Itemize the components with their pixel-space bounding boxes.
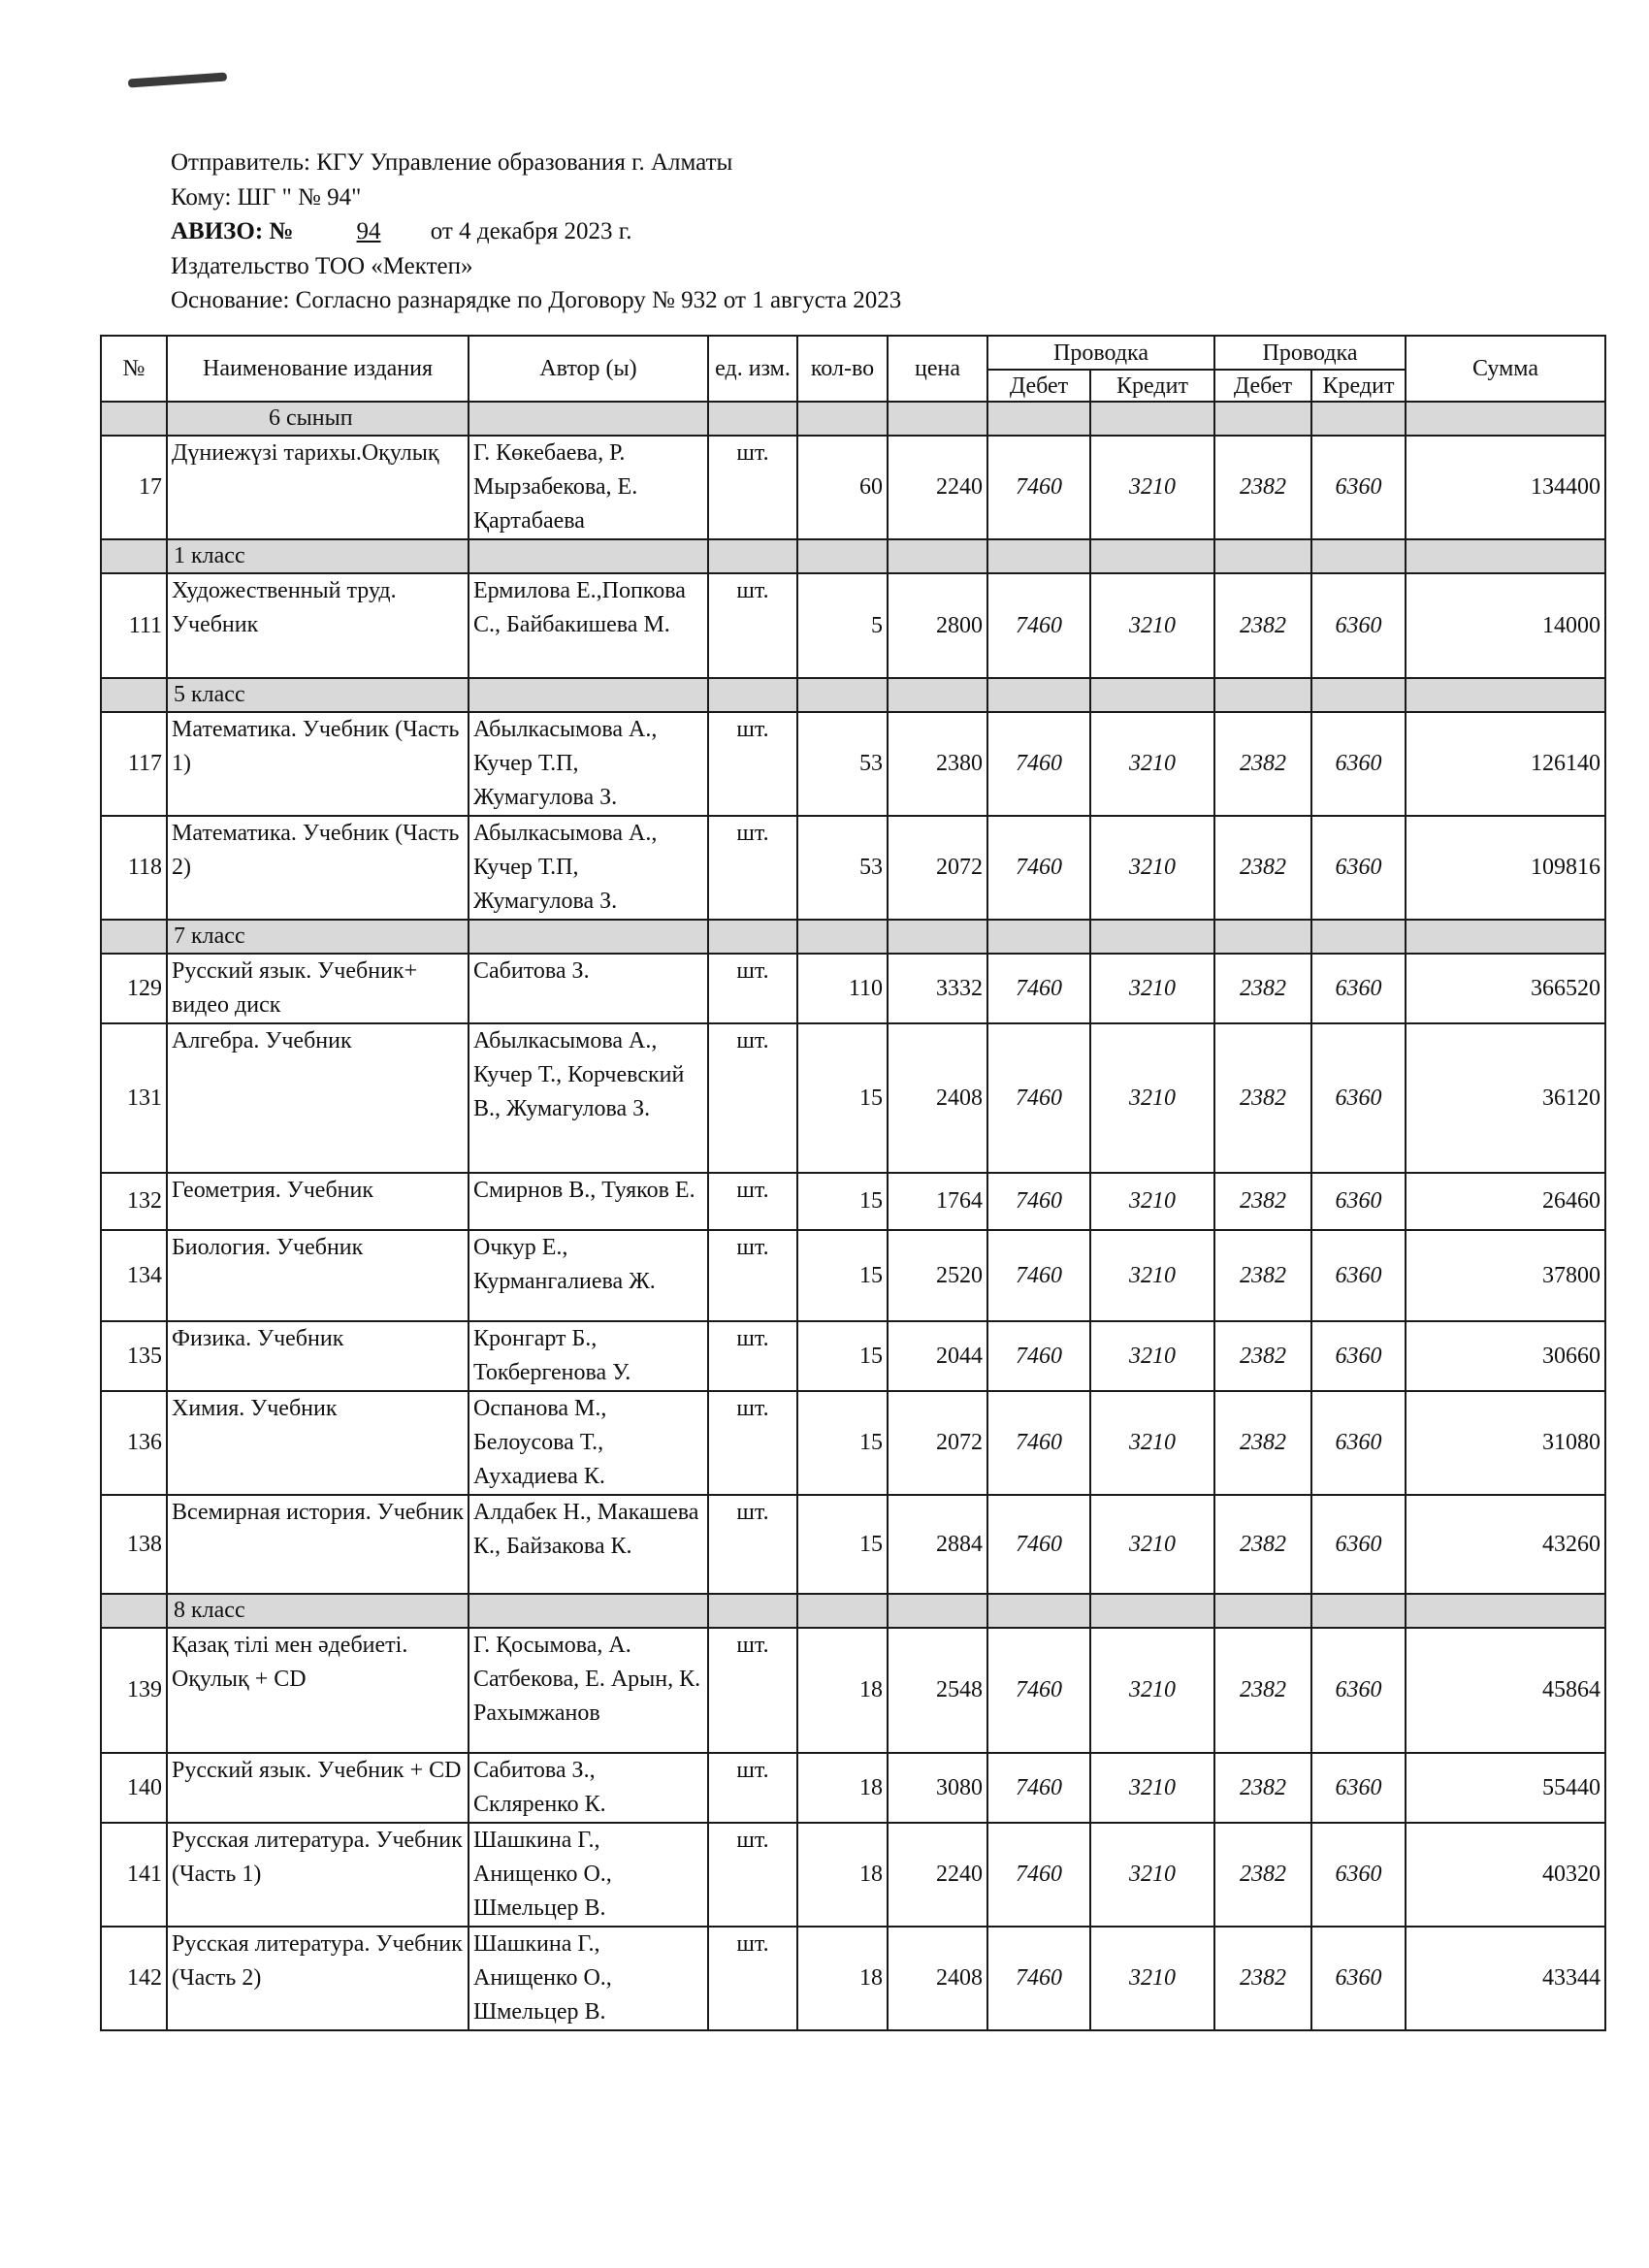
row-number: 135 <box>101 1321 167 1391</box>
posting-2-credit: 6360 <box>1311 1495 1406 1594</box>
posting-2-credit: 6360 <box>1311 1628 1406 1753</box>
posting-2-credit: 6360 <box>1311 1230 1406 1321</box>
unit-price: 2240 <box>888 1823 987 1927</box>
col-header-qty: кол-во <box>797 336 888 402</box>
row-sum: 45864 <box>1406 1628 1605 1753</box>
posting-1-credit: 3210 <box>1090 436 1214 539</box>
basis-value: Согласно разнарядке по Договору № 932 от 1 августа 2023 <box>295 287 902 313</box>
posting-2-debit: 2382 <box>1214 1495 1311 1594</box>
posting-2-credit: 6360 <box>1311 573 1406 678</box>
row-sum: 40320 <box>1406 1823 1605 1927</box>
edition-name: Химия. Учебник <box>167 1391 469 1495</box>
posting-1-credit: 3210 <box>1090 712 1214 816</box>
edition-authors: Шашкина Г., Анищенко О., Шмельцер В. <box>469 1823 708 1927</box>
section-empty-cell <box>1311 402 1406 436</box>
posting-1-debit: 7460 <box>987 1023 1090 1173</box>
section-empty-cell <box>987 920 1090 954</box>
section-empty-cell <box>1406 1594 1605 1628</box>
posting-1-debit: 7460 <box>987 816 1090 920</box>
aviso-table <box>100 335 1606 2031</box>
sender-label: Отправитель: <box>171 149 310 176</box>
row-number: 117 <box>101 712 167 816</box>
posting-2-debit: 2382 <box>1214 712 1311 816</box>
unit-of-measure: шт. <box>708 1230 797 1321</box>
row-sum: 55440 <box>1406 1753 1605 1823</box>
quantity: 53 <box>797 816 888 920</box>
posting-1-credit: 3210 <box>1090 1391 1214 1495</box>
section-empty-cell <box>1311 539 1406 573</box>
section-empty-cell <box>1090 1594 1214 1628</box>
section-empty-cell <box>987 1594 1090 1628</box>
section-empty-cell <box>1406 539 1605 573</box>
publisher-value: ТОО «Мектеп» <box>314 252 473 279</box>
unit-price: 2072 <box>888 1391 987 1495</box>
table-row <box>101 1628 1605 1753</box>
unit-of-measure: шт. <box>708 1495 797 1594</box>
section-empty-cell <box>797 539 888 573</box>
posting-1-credit: 3210 <box>1090 1753 1214 1823</box>
edition-authors: Абылкасымова А., Кучер Т., Корчевский В., Жумагулова З. <box>469 1023 708 1173</box>
col-header-credit-2: Кредит <box>1311 370 1406 402</box>
row-sum: 43344 <box>1406 1927 1605 2030</box>
unit-of-measure: шт. <box>708 712 797 816</box>
section-empty-cell <box>708 539 797 573</box>
edition-authors: Кронгарт Б., Токбергенова У. <box>469 1321 708 1391</box>
section-empty-cell <box>1214 1594 1311 1628</box>
table-row <box>101 1230 1605 1321</box>
section-empty-cell <box>888 402 987 436</box>
section-empty-cell <box>1311 1594 1406 1628</box>
posting-2-debit: 2382 <box>1214 1927 1311 2030</box>
section-empty-cell <box>1406 920 1605 954</box>
section-empty-cell <box>708 1594 797 1628</box>
edition-authors: Г. Қосымова, А. Сатбекова, Е. Арын, К. Рахымжанов <box>469 1628 708 1753</box>
unit-of-measure: шт. <box>708 573 797 678</box>
unit-of-measure: шт. <box>708 1823 797 1927</box>
edition-authors: Шашкина Г., Анищенко О., Шмельцер В. <box>469 1927 708 2030</box>
posting-2-debit: 2382 <box>1214 573 1311 678</box>
edition-name: Биология. Учебник <box>167 1230 469 1321</box>
row-sum: 126140 <box>1406 712 1605 816</box>
section-row <box>101 1594 1605 1628</box>
posting-1-credit: 3210 <box>1090 573 1214 678</box>
row-sum: 26460 <box>1406 1173 1605 1230</box>
posting-2-debit: 2382 <box>1214 1391 1311 1495</box>
posting-1-debit: 7460 <box>987 954 1090 1023</box>
section-spacer <box>101 402 167 436</box>
section-empty-cell <box>1090 539 1214 573</box>
section-empty-cell <box>708 920 797 954</box>
posting-1-debit: 7460 <box>987 1495 1090 1594</box>
posting-1-debit: 7460 <box>987 1321 1090 1391</box>
sender-line <box>171 146 901 180</box>
section-spacer <box>101 678 167 712</box>
row-number: 131 <box>101 1023 167 1173</box>
unit-price: 1764 <box>888 1173 987 1230</box>
section-empty-cell <box>1214 678 1311 712</box>
table-row <box>101 816 1605 920</box>
unit-of-measure: шт. <box>708 436 797 539</box>
edition-authors: Очкур Е., Курмангалиева Ж. <box>469 1230 708 1321</box>
posting-2-debit: 2382 <box>1214 1230 1311 1321</box>
edition-authors: Ермилова Е.,Попкова С., Байбакишева М. <box>469 573 708 678</box>
col-header-author: Автор (ы) <box>469 336 708 402</box>
unit-price: 2408 <box>888 1927 987 2030</box>
posting-1-debit: 7460 <box>987 573 1090 678</box>
edition-name: Қазақ тілі мен әдебиеті. Оқулық + CD <box>167 1628 469 1753</box>
row-number: 136 <box>101 1391 167 1495</box>
edition-name: Русский язык. Учебник + CD <box>167 1753 469 1823</box>
unit-price: 2548 <box>888 1628 987 1753</box>
section-title: 1 класс <box>167 539 469 573</box>
table-row <box>101 954 1605 1023</box>
posting-1-credit: 3210 <box>1090 1023 1214 1173</box>
quantity: 15 <box>797 1321 888 1391</box>
row-sum: 31080 <box>1406 1391 1605 1495</box>
recipient-label: Кому: <box>171 183 232 211</box>
posting-1-debit: 7460 <box>987 1823 1090 1927</box>
section-empty-cell <box>469 678 708 712</box>
section-row <box>101 920 1605 954</box>
row-number: 142 <box>101 1927 167 2030</box>
section-row <box>101 402 1605 436</box>
document-header <box>171 146 901 318</box>
aviso-line <box>171 214 901 249</box>
posting-2-debit: 2382 <box>1214 1823 1311 1927</box>
posting-1-debit: 7460 <box>987 436 1090 539</box>
row-number: 139 <box>101 1628 167 1753</box>
row-sum: 37800 <box>1406 1230 1605 1321</box>
section-spacer <box>101 920 167 954</box>
col-header-posting-1: Проводка <box>987 336 1214 370</box>
unit-price: 2240 <box>888 436 987 539</box>
unit-of-measure: шт. <box>708 1927 797 2030</box>
edition-name: Алгебра. Учебник <box>167 1023 469 1173</box>
posting-1-debit: 7460 <box>987 1230 1090 1321</box>
table-row <box>101 1173 1605 1230</box>
col-header-debit-2: Дебет <box>1214 370 1311 402</box>
posting-2-debit: 2382 <box>1214 1173 1311 1230</box>
section-empty-cell <box>708 678 797 712</box>
table-row <box>101 436 1605 539</box>
sender-value: КГУ Управление образования г. Алматы <box>316 149 733 176</box>
table-row <box>101 1823 1605 1927</box>
col-header-unit: ед. изм. <box>708 336 797 402</box>
row-number: 138 <box>101 1495 167 1594</box>
edition-name: Дүниежүзі тарихы.Оқулық <box>167 436 469 539</box>
edition-authors: Оспанова М., Белоусова Т., Аухадиева К. <box>469 1391 708 1495</box>
section-empty-cell <box>797 678 888 712</box>
section-empty-cell <box>888 920 987 954</box>
unit-of-measure: шт. <box>708 1753 797 1823</box>
aviso-date: от 4 декабря 2023 г. <box>430 218 632 244</box>
table-row <box>101 573 1605 678</box>
section-empty-cell <box>708 402 797 436</box>
table-body <box>101 402 1605 2030</box>
unit-of-measure: шт. <box>708 954 797 1023</box>
edition-name: Математика. Учебник (Часть 1) <box>167 712 469 816</box>
recipient-line <box>171 180 901 215</box>
section-empty-cell <box>1090 678 1214 712</box>
quantity: 15 <box>797 1391 888 1495</box>
quantity: 60 <box>797 436 888 539</box>
section-title: 5 класс <box>167 678 469 712</box>
section-spacer <box>101 1594 167 1628</box>
edition-authors: Смирнов В., Туяков Е. <box>469 1173 708 1230</box>
unit-of-measure: шт. <box>708 1321 797 1391</box>
section-spacer <box>101 539 167 573</box>
scan-pen-mark <box>128 72 227 87</box>
unit-price: 2408 <box>888 1023 987 1173</box>
section-empty-cell <box>1406 402 1605 436</box>
unit-price: 3080 <box>888 1753 987 1823</box>
section-empty-cell <box>1406 678 1605 712</box>
col-header-name: Наименование издания <box>167 336 469 402</box>
section-empty-cell <box>797 920 888 954</box>
posting-2-debit: 2382 <box>1214 1321 1311 1391</box>
section-empty-cell <box>469 1594 708 1628</box>
section-empty-cell <box>797 1594 888 1628</box>
aviso-label: АВИЗО: № <box>171 218 294 244</box>
quantity: 18 <box>797 1628 888 1753</box>
aviso-number: 94 <box>356 218 381 244</box>
edition-authors: Абылкасымова А., Кучер Т.П, Жумагулова З. <box>469 712 708 816</box>
row-number: 129 <box>101 954 167 1023</box>
basis-label: Основание: <box>171 287 290 313</box>
table-row <box>101 1495 1605 1594</box>
section-empty-cell <box>987 402 1090 436</box>
row-number: 134 <box>101 1230 167 1321</box>
section-empty-cell <box>987 678 1090 712</box>
posting-2-debit: 2382 <box>1214 1023 1311 1173</box>
quantity: 15 <box>797 1173 888 1230</box>
posting-1-credit: 3210 <box>1090 816 1214 920</box>
table-row <box>101 712 1605 816</box>
row-sum: 366520 <box>1406 954 1605 1023</box>
section-empty-cell <box>888 539 987 573</box>
section-empty-cell <box>1090 402 1214 436</box>
edition-authors: Сабитова З., Скляренко К. <box>469 1753 708 1823</box>
section-title: 8 класс <box>167 1594 469 1628</box>
posting-2-debit: 2382 <box>1214 816 1311 920</box>
row-number: 17 <box>101 436 167 539</box>
col-header-debit-1: Дебет <box>987 370 1090 402</box>
quantity: 110 <box>797 954 888 1023</box>
unit-of-measure: шт. <box>708 1628 797 1753</box>
posting-2-debit: 2382 <box>1214 954 1311 1023</box>
publisher-label: Издательство <box>171 252 309 279</box>
quantity: 18 <box>797 1823 888 1927</box>
posting-1-debit: 7460 <box>987 1173 1090 1230</box>
edition-name: Художественный труд. Учебник <box>167 573 469 678</box>
posting-1-credit: 3210 <box>1090 1628 1214 1753</box>
posting-2-credit: 6360 <box>1311 436 1406 539</box>
posting-2-credit: 6360 <box>1311 1927 1406 2030</box>
unit-of-measure: шт. <box>708 1173 797 1230</box>
section-empty-cell <box>469 920 708 954</box>
section-empty-cell <box>469 539 708 573</box>
row-sum: 36120 <box>1406 1023 1605 1173</box>
edition-name: Русская литература. Учебник (Часть 1) <box>167 1823 469 1927</box>
unit-price: 3332 <box>888 954 987 1023</box>
section-empty-cell <box>1311 920 1406 954</box>
quantity: 53 <box>797 712 888 816</box>
row-sum: 109816 <box>1406 816 1605 920</box>
unit-of-measure: шт. <box>708 1391 797 1495</box>
table-row <box>101 1023 1605 1173</box>
row-sum: 30660 <box>1406 1321 1605 1391</box>
edition-authors: Г. Көкебаева, Р. Мырзабекова, Е. Қартабаева <box>469 436 708 539</box>
unit-of-measure: шт. <box>708 816 797 920</box>
edition-authors: Сабитова З. <box>469 954 708 1023</box>
quantity: 15 <box>797 1495 888 1594</box>
edition-name: Русский язык. Учебник+ видео диск <box>167 954 469 1023</box>
section-title: 6 сынып <box>167 402 469 436</box>
posting-2-credit: 6360 <box>1311 1391 1406 1495</box>
section-title: 7 класс <box>167 920 469 954</box>
posting-1-debit: 7460 <box>987 1628 1090 1753</box>
posting-1-debit: 7460 <box>987 712 1090 816</box>
row-number: 141 <box>101 1823 167 1927</box>
basis-line <box>171 283 901 318</box>
posting-2-debit: 2382 <box>1214 436 1311 539</box>
section-empty-cell <box>797 402 888 436</box>
row-sum: 43260 <box>1406 1495 1605 1594</box>
row-number: 140 <box>101 1753 167 1823</box>
table-row <box>101 1321 1605 1391</box>
unit-price: 2520 <box>888 1230 987 1321</box>
quantity: 15 <box>797 1230 888 1321</box>
section-empty-cell <box>1214 402 1311 436</box>
unit-price: 2884 <box>888 1495 987 1594</box>
edition-name: Геометрия. Учебник <box>167 1173 469 1230</box>
row-number: 111 <box>101 573 167 678</box>
section-empty-cell <box>469 402 708 436</box>
posting-2-debit: 2382 <box>1214 1628 1311 1753</box>
section-empty-cell <box>1311 678 1406 712</box>
posting-2-credit: 6360 <box>1311 816 1406 920</box>
unit-of-measure: шт. <box>708 1023 797 1173</box>
edition-name: Физика. Учебник <box>167 1321 469 1391</box>
table-row <box>101 1753 1605 1823</box>
quantity: 15 <box>797 1023 888 1173</box>
posting-1-credit: 3210 <box>1090 1230 1214 1321</box>
unit-price: 2044 <box>888 1321 987 1391</box>
section-empty-cell <box>1214 539 1311 573</box>
edition-name: Всемирная история. Учебник <box>167 1495 469 1594</box>
quantity: 5 <box>797 573 888 678</box>
section-row <box>101 678 1605 712</box>
posting-1-credit: 3210 <box>1090 954 1214 1023</box>
posting-2-credit: 6360 <box>1311 1753 1406 1823</box>
row-sum: 14000 <box>1406 573 1605 678</box>
posting-1-credit: 3210 <box>1090 1173 1214 1230</box>
posting-1-debit: 7460 <box>987 1391 1090 1495</box>
section-empty-cell <box>888 678 987 712</box>
col-header-sum: Сумма <box>1406 336 1605 402</box>
quantity: 18 <box>797 1927 888 2030</box>
posting-1-credit: 3210 <box>1090 1321 1214 1391</box>
unit-price: 2800 <box>888 573 987 678</box>
table-row <box>101 1927 1605 2030</box>
edition-name: Математика. Учебник (Часть 2) <box>167 816 469 920</box>
publisher-line <box>171 249 901 284</box>
unit-price: 2380 <box>888 712 987 816</box>
recipient-value: ШГ " № 94" <box>237 183 362 211</box>
posting-1-debit: 7460 <box>987 1753 1090 1823</box>
col-header-price: цена <box>888 336 987 402</box>
posting-1-credit: 3210 <box>1090 1927 1214 2030</box>
edition-authors: Абылкасымова А., Кучер Т.П, Жумагулова З. <box>469 816 708 920</box>
unit-price: 2072 <box>888 816 987 920</box>
col-header-no: № <box>101 336 167 402</box>
quantity: 18 <box>797 1753 888 1823</box>
posting-2-credit: 6360 <box>1311 954 1406 1023</box>
table-row <box>101 1391 1605 1495</box>
posting-2-debit: 2382 <box>1214 1753 1311 1823</box>
col-header-credit-1: Кредит <box>1090 370 1214 402</box>
posting-1-credit: 3210 <box>1090 1495 1214 1594</box>
col-header-posting-2: Проводка <box>1214 336 1406 370</box>
posting-2-credit: 6360 <box>1311 1173 1406 1230</box>
section-empty-cell <box>987 539 1090 573</box>
posting-1-credit: 3210 <box>1090 1823 1214 1927</box>
edition-authors: Алдабек Н., Макашева К., Байзакова К. <box>469 1495 708 1594</box>
section-empty-cell <box>1090 920 1214 954</box>
edition-name: Русская литература. Учебник (Часть 2) <box>167 1927 469 2030</box>
section-empty-cell <box>1214 920 1311 954</box>
section-empty-cell <box>888 1594 987 1628</box>
row-number: 118 <box>101 816 167 920</box>
posting-2-credit: 6360 <box>1311 1321 1406 1391</box>
posting-1-debit: 7460 <box>987 1927 1090 2030</box>
row-number: 132 <box>101 1173 167 1230</box>
section-row <box>101 539 1605 573</box>
posting-2-credit: 6360 <box>1311 1023 1406 1173</box>
posting-2-credit: 6360 <box>1311 1823 1406 1927</box>
posting-2-credit: 6360 <box>1311 712 1406 816</box>
row-sum: 134400 <box>1406 436 1605 539</box>
